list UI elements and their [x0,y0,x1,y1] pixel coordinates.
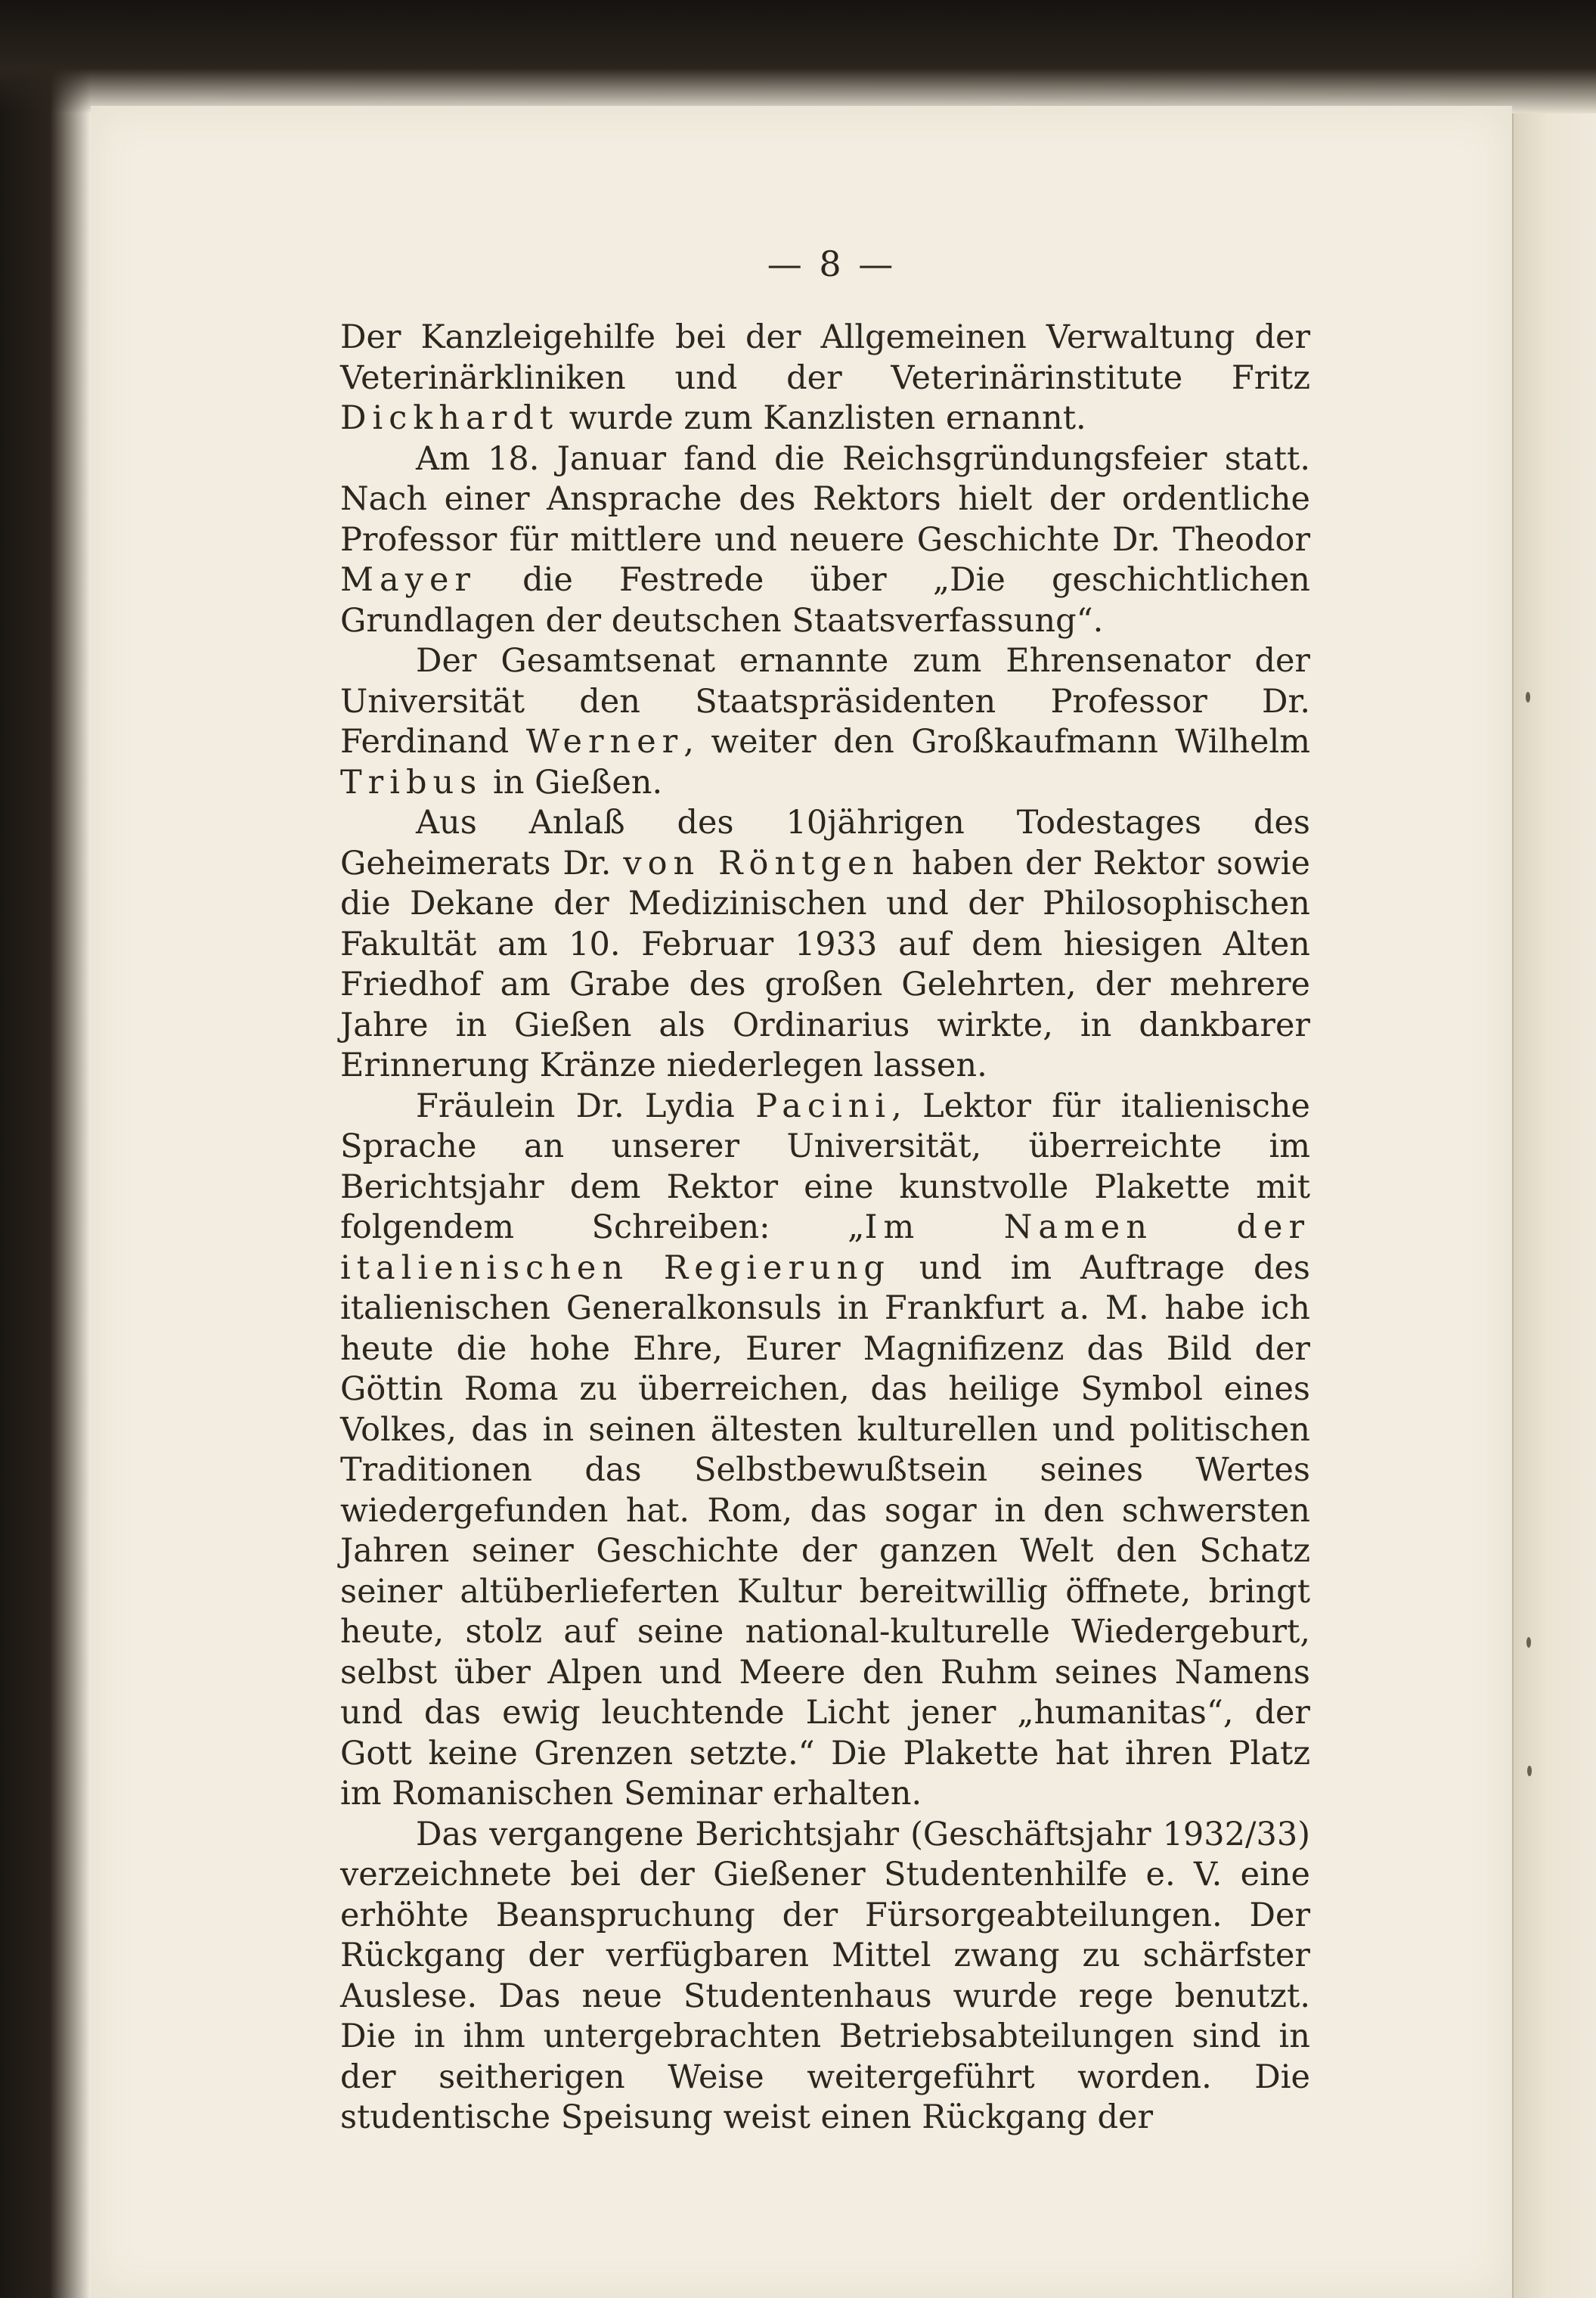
body-text [340,318,1310,2138]
paragraph [340,1087,1310,1815]
text-run: die Festrede über „Die geschichtlichen Grundlagen der deutschen Staatsverfassung“. [340,561,1310,640]
margin-speck [1526,692,1530,702]
paragraph [340,1815,1310,2138]
page-number: — 8 — [767,243,897,284]
spaced-name: Pacini [755,1087,892,1125]
next-page-edge [1512,113,1596,2298]
text-run: Das vergangene Berichtsjahr (Geschäftsjahr 1932/33) verzeichnete bei der Gießener Studentenhilfe e. V. eine erhöhte Beanspruchung der Fürsorgeabteilungen. Der Rückgang der verfügbaren Mittel zwang zu schärfster Auslese. Das neue Studentenhaus wurde rege benutzt. Die in ihm untergebrachten Betriebsabteilungen sind in der seitherigen Weise weitergeführt worden. Die studentische Speisung weist einen Rückgang der [340,1815,1310,2136]
text-run: Der Gesamtsenat ernannte zum Ehrensenator der Universität den Staatspräsidenten Professor Dr. Ferdinand [340,642,1310,761]
text-run: Der Kanzleigehilfe bei der Allgemeinen Verwaltung der Veterinärkliniken und der Veterinärinstitute Fritz [340,318,1310,397]
paragraph [340,641,1310,803]
paragraph [340,318,1310,439]
text-run: Fräulein Dr. Lydia [416,1087,756,1125]
spaced-name: von Röntgen [623,844,900,882]
text-run: haben der Rektor sowie die Dekane der Medizinischen und der Philosophischen Fakultät am 10. Februar 1933 auf dem hiesigen Alten Friedhof am Grabe des großen Gelehrten, der mehrere Jahre in Gießen als Ordinarius wirkte, in dankbarer Erinnerung Kränze niederlegen lassen. [340,844,1311,1084]
margin-speck [1527,1766,1532,1776]
spaced-name: Dickhardt [340,399,559,437]
text-run: und im Auftrage des italienischen Generalkonsuls in Frankfurt a. M. habe ich heute die hohe Ehre, Eurer Magnifizenz das Bild der Göttin Roma zu überreichen, das heilige Symbol eines Volkes, das in seinen ältesten kulturellen und politischen Traditionen das Selbstbewußtsein seines Wertes wiedergefunden hat. Rom, das sogar in den schwersten Jahren seiner Geschichte der ganzen Welt den Schatz seiner altüberlieferten Kultur bereitwillig öffnete, bringt heute, stolz auf seine national-kulturelle Wiedergeburt, selbst über Alpen und Meere den Ruhm seines Namens und das ewig leuchtende Licht jener „humanitas“, der Gott keine Grenzen setzte.“ Die Plakette hat ihren Platz im Romanischen Seminar erhalten. [340,1248,1310,1813]
text-run: Aus Anlaß des 10jährigen Todestages des Geheimerats Dr. [340,804,1310,882]
text-run: , weiter den Großkaufmann Wilhelm [683,723,1311,761]
spaced-name: Tribus [340,763,483,802]
spaced-phrase: Im Namen der italienischen Regierung [340,1208,1310,1287]
paragraph [340,803,1310,1087]
text-run: , Lektor für italienische Sprache an unserer Universität, überreichte im Berichtsjahr dem Rektor eine kunstvolle Plakette mit folgendem Schreiben: „ [340,1087,1310,1246]
scan-left-border [0,0,91,2298]
text-run: wurde zum Kanzlisten ernannt. [559,399,1086,437]
margin-speck [1526,1637,1531,1648]
text-run: in Gießen. [482,763,663,802]
spaced-name: Werner [525,723,684,761]
spaced-name: Mayer [340,561,476,599]
text-run: Am 18. Januar fand die Reichsgründungsfeier statt. Nach einer Ansprache des Rektors hielt der ordentliche Professor für mittlere und neuere Geschichte Dr. Theodor [340,439,1310,559]
paragraph [340,439,1310,642]
scan-top-border [0,0,1596,113]
